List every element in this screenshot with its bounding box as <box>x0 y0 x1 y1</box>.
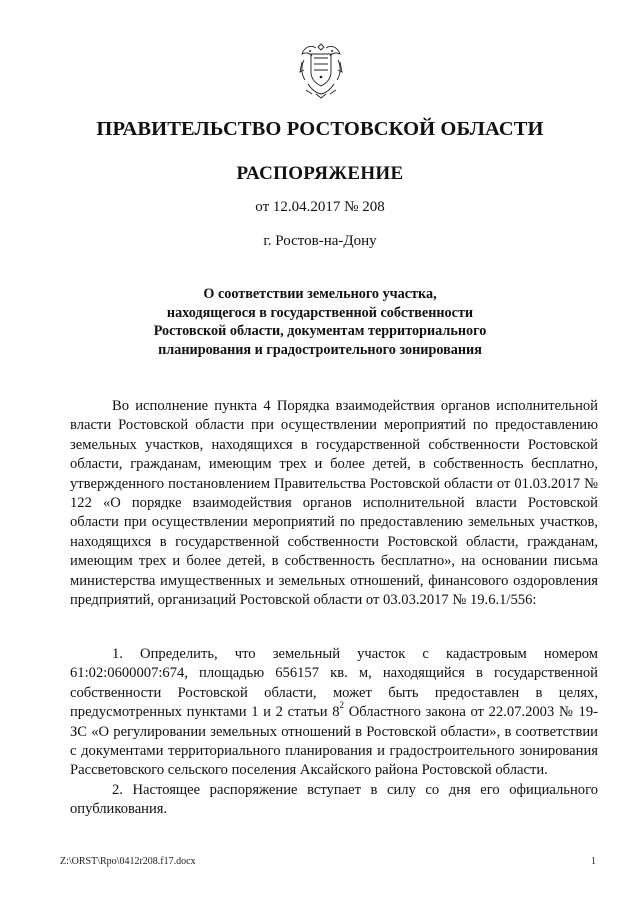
page-footer <box>60 856 596 867</box>
item-1-text-a: 1. Определить, что земельный участок с кадастровым номером 61:02:0600007:674, площадью 656157 кв. м, находящийся в государственной собственности Ростовской области, может быть предоставлен в целях, предусмотренных пунктами 1 и 2 статьи 8 <box>70 646 598 721</box>
document-type-title: РАСПОРЯЖЕНИЕ <box>236 163 404 184</box>
document-date-number: от 12.04.2017 № 208 <box>255 199 385 215</box>
preamble-paragraph: Во исполнение пункта 4 Порядка взаимодействия органов исполнительной власти Ростовской области при осуществлении мероприятий по предоставлению земельных участков, находящихся в государственной собственности Ростовской области, гражданам, имеющим трех и более детей, в собственность бесплатно, утвержденного постановлением Правительства Ростовской области от 01.03.2017 № 122 «О порядке взаимодействия органов исполнительной власти Ростовской области при осуществлении мероприятий по предоставлению земельных участков, находящихся в государственной собственности Ростовской области, гражданам, имеющим трех и более детей, в собственность бесплатно», на основании письма министерства имущественных и земельных отношений, финансового оздоровления предприятий, организаций Ростовской области от 03.03.2017 № 19.6.1/556: <box>70 398 598 609</box>
organization-title: ПРАВИТЕЛЬСТВО РОСТОВСКОЙ ОБЛАСТИ <box>96 118 544 140</box>
item-1-superscript: 2 <box>339 700 345 711</box>
subject-line: находящегося в государственной собственности <box>166 304 474 321</box>
item-2-paragraph: 2. Настоящее распоряжение вступает в силу со дня его официального опубликования. <box>70 781 598 818</box>
subject-line: О соответствии земельного участка, <box>203 286 437 302</box>
item-1-paragraph <box>70 645 598 781</box>
file-path: Z:\ORST\Rpo\0412r208.f17.docx <box>60 856 196 867</box>
document-city: г. Ростов-на-Дону <box>263 233 377 249</box>
subject-line: планирования и градостроительного зонирования <box>158 341 482 358</box>
preamble-block <box>70 397 598 610</box>
subject-line: Ростовской области, документам территориального <box>153 323 487 339</box>
coat-of-arms-emblem <box>296 40 346 100</box>
item-1-text-b: Областного закона от 22.07.2003 № 19-ЗС «О регулировании земельных отношений в Ростовской области», в соответствии с документами территориального планирования и градостроительного зонирования Рассветовского сельского поселения Аксайского района Ростовской области. <box>70 704 598 779</box>
page-number: 1 <box>591 856 596 867</box>
resolution-items <box>70 645 598 820</box>
document-subject <box>140 285 500 359</box>
